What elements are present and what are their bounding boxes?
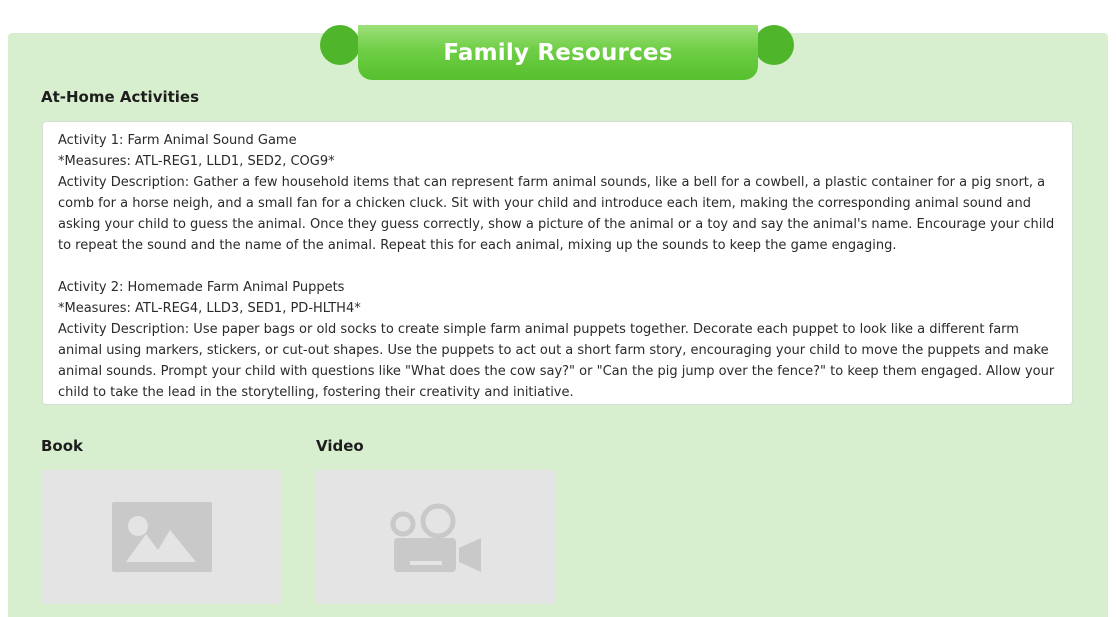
activity-name: Activity 1: Farm Animal Sound Game bbox=[58, 133, 297, 148]
video-placeholder[interactable] bbox=[316, 470, 556, 604]
image-placeholder-icon bbox=[42, 470, 282, 604]
activity-item bbox=[58, 277, 1058, 403]
video-camera-icon bbox=[316, 470, 556, 604]
activities-section-title: At-Home Activities bbox=[41, 88, 200, 106]
video-section-title: Video bbox=[316, 437, 364, 455]
ribbon-right-fold bbox=[754, 25, 794, 65]
book-section-title: Book bbox=[41, 437, 84, 455]
ribbon-left-fold bbox=[320, 25, 360, 65]
activity-item bbox=[58, 130, 1058, 256]
activity-measures: *Measures: ATL-REG1, LLD1, SED2, COG9* bbox=[58, 154, 335, 169]
activities-text-box[interactable] bbox=[42, 121, 1073, 405]
activity-measures: *Measures: ATL-REG4, LLD3, SED1, PD-HLTH4* bbox=[58, 301, 361, 316]
activity-description: Activity Description: Gather a few household items that can represent farm animal sounds, like a bell for a cowbell, a plastic container for a pig snort, a comb for a horse neigh, and a small fan for a chicken cluck. Sit with your child and introduce each item, making the corresponding animal sound and asking your child to guess the animal. Once they guess correctly, show a picture of the animal or a toy and say the animal's name. Encourage your child to repeat the sound and the name of the animal. Repeat this for each animal, mixing up the sounds to keep the game engaging. bbox=[58, 175, 1055, 253]
activity-description: Activity Description: Use paper bags or old socks to create simple farm animal puppets together. Decorate each puppet to look like a different farm animal using markers, stickers, or cut-out shapes. Use the puppets to act out a short farm story, encouraging your child to move the puppets and make animal sounds. Prompt your child with questions like "What does the cow say?" or "Can the pig jump over the fence?" to keep them engaged. Allow your child to take the lead in the storytelling, fostering their creativity and initiative. bbox=[58, 322, 1055, 400]
activity-name: Activity 2: Homemade Farm Animal Puppets bbox=[58, 280, 345, 295]
page-title: Family Resources bbox=[443, 39, 673, 66]
header-ribbon bbox=[358, 25, 758, 80]
book-placeholder[interactable] bbox=[42, 470, 282, 604]
